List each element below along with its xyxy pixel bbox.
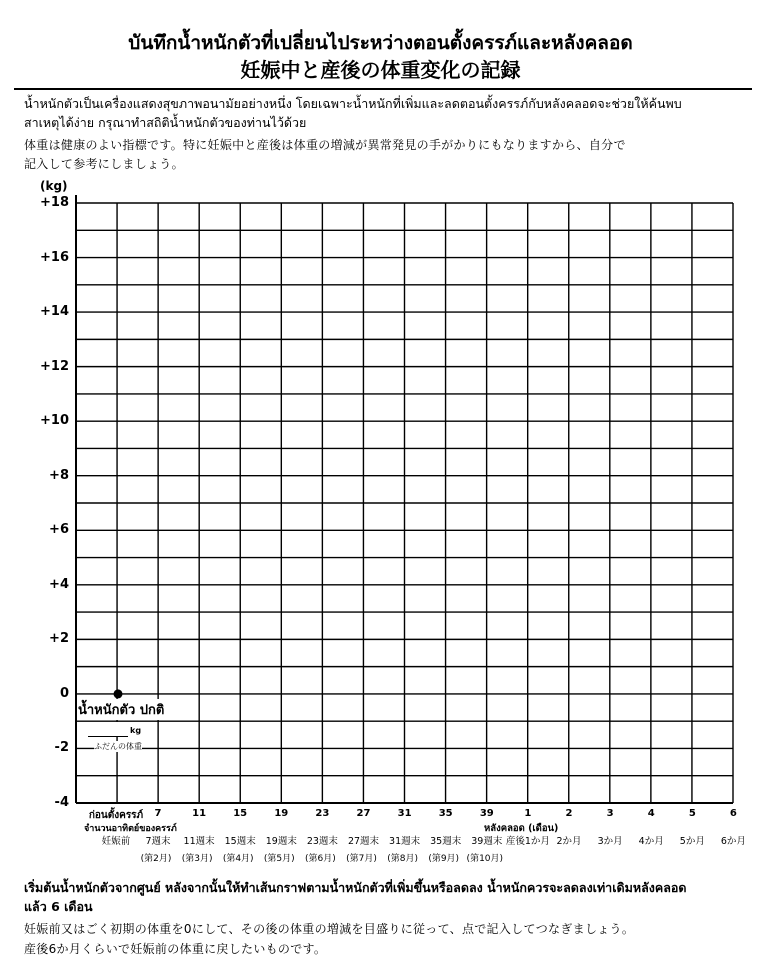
x-tick-label: 39 xyxy=(479,808,494,819)
x-week-label-jp: 3か月 xyxy=(597,836,623,847)
y-tick-label: -4 xyxy=(54,795,69,810)
y-tick-label: +14 xyxy=(40,304,69,320)
x-week-label-jp: 7週末 xyxy=(145,836,171,847)
x-week-label-jp: 4か月 xyxy=(638,836,664,847)
x-tick-label: 11 xyxy=(192,808,207,819)
footer-jp-line2: 産後6か月くらいで妊娠前の体重に戻したいものです。 xyxy=(24,942,327,956)
x-week-label-jp: 19週末 xyxy=(265,836,297,847)
x-tick-label: 31 xyxy=(397,808,412,819)
x-week-label-jp: 27週末 xyxy=(347,836,380,847)
weeks-sublabel: จำนวนอาทิตย์ของครรภ์ xyxy=(84,824,177,834)
x-month-label-jp: (第9月) xyxy=(428,854,460,864)
x-week-label-jp: 6か月 xyxy=(720,836,746,847)
footer-thai-line2: แล้ว 6 เดือน xyxy=(24,899,93,914)
baseline-point xyxy=(114,689,123,698)
y-tick-label: +12 xyxy=(40,358,69,374)
baseline-label-thai: น้ำหนักตัว ปกติ xyxy=(78,699,164,720)
x-week-label-jp: 2か月 xyxy=(556,836,582,847)
y-tick-label: +2 xyxy=(49,631,69,647)
baseline-unit: kg xyxy=(130,726,142,735)
intro-jp-line2: 記入して参考にしましょう。 xyxy=(24,157,184,171)
x-tick-label: 23 xyxy=(315,808,330,819)
x-tick-label: 15 xyxy=(233,808,248,819)
x-month-label-jp: (第8月) xyxy=(387,854,418,864)
x-month-label-jp: (第6月) xyxy=(305,854,336,864)
x-month-label-jp: (第10月) xyxy=(466,854,504,864)
baseline-entry-line xyxy=(88,722,128,737)
postpartum-label: หลังคลอด (เดือน) xyxy=(484,823,559,834)
x-month-label-jp: (第5月) xyxy=(263,854,295,864)
y-axis-unit: (kg) xyxy=(40,179,68,193)
x-tick-label: 1 xyxy=(524,808,532,819)
intro-thai-line2: สาเหตุได้ง่าย กรุณาทำสถิติน้ำหนักตัวของท่านไว้ด้วย xyxy=(24,115,307,130)
intro-jp-line1: 体重は健康のよい指標です。特に妊娠中と産後は体重の増減が異常発見の手がかりにもなりますから、自分で xyxy=(24,138,626,152)
y-tick-label: 0 xyxy=(59,685,69,701)
x-tick-label: 6 xyxy=(729,808,737,819)
x-tick-label: 3 xyxy=(606,808,614,819)
x-tick-label: 4 xyxy=(647,808,655,819)
y-tick-label: +8 xyxy=(49,467,69,483)
y-tick-label: +6 xyxy=(49,522,69,538)
x-week-label-jp: 産後1か月 xyxy=(505,836,550,847)
y-tick-label: -2 xyxy=(54,740,69,756)
x-week-label-jp: 39週末 xyxy=(471,836,503,847)
x-month-label-jp: (第2月) xyxy=(140,854,172,864)
x-week-label-jp: 5か月 xyxy=(679,836,705,847)
y-tick-label: +16 xyxy=(40,249,69,265)
footer-thai-line1: เริ่มต้นน้ำหนักตัวจากศูนย์ หลังจากนั้นให้ทำเส้นกราฟตามน้ำหนักตัวที่เพิ่มขึ้นหรือลดลง น้ำหนักควรจะลดลงเท่าเดิมหลังคลอด xyxy=(24,880,687,895)
x-week-label-jp: 15週末 xyxy=(224,836,256,847)
x-tick-label: 27 xyxy=(356,808,371,819)
x-week-label-jp: 35週末 xyxy=(430,836,462,847)
x-week-label-jp: 31週末 xyxy=(389,836,421,847)
baseline-label-jp: ふだんの体重 xyxy=(94,742,142,751)
y-tick-label: +18 xyxy=(40,195,69,210)
page-title-thai: บันทึกน้ำหนักตัวที่เปลี่ยนไประหว่างตอนตั้งครรภ์และหลังคลอด xyxy=(128,32,633,54)
x-tick-label: 19 xyxy=(274,808,289,819)
x-tick-label: 5 xyxy=(688,808,696,819)
footer-jp-line1: 妊娠前又はごく初期の体重を0にして、その後の体重の増減を目盛りに従って、点で記入してつなぎましょう。 xyxy=(24,922,635,936)
x-tick-label: 7 xyxy=(154,808,162,819)
y-tick-label: +10 xyxy=(40,413,69,429)
x-week-label-jp: 11週末 xyxy=(183,836,215,847)
intro-thai-line1: น้ำหนักตัวเป็นเครื่องแสดงสุขภาพอนามัยอย่างหนึ่ง โดยเฉพาะน้ำหนักที่เพิ่มและลดตอนตั้งครรภ์กับหลังคลอดจะช่วยให้ค้นพบ xyxy=(24,96,682,111)
x-month-label-jp: (第7月) xyxy=(346,854,377,864)
x-week-label-jp: 妊娠前 xyxy=(101,836,131,847)
x-tick-label: 2 xyxy=(565,808,573,819)
y-tick-label: +4 xyxy=(49,576,69,592)
x-tick-label: ก่อนตั้งครรภ์ xyxy=(88,810,144,821)
x-month-label-jp: (第3月) xyxy=(181,854,213,864)
x-week-label-jp: 23週末 xyxy=(306,836,338,847)
x-tick-label: 35 xyxy=(438,808,453,819)
page-title-japanese: 妊娠中と産後の体重変化の記録 xyxy=(240,58,521,82)
x-month-label-jp: (第4月) xyxy=(222,854,254,864)
